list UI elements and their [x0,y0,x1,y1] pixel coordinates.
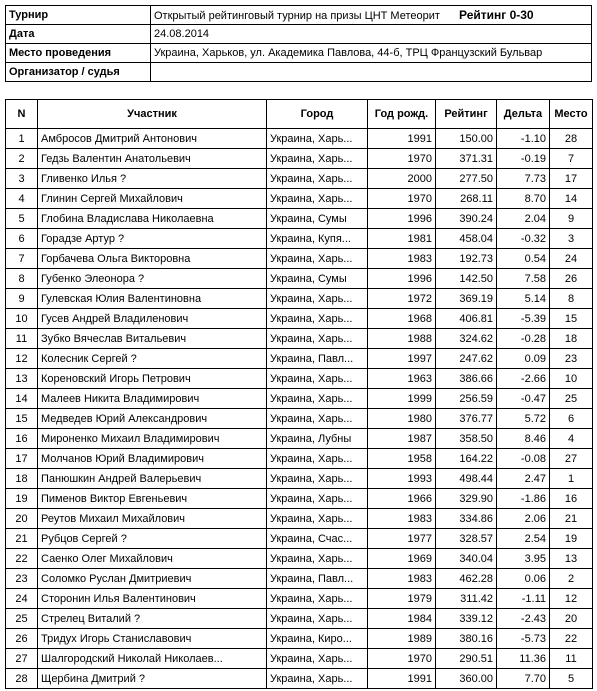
cell-city: Украина, Харь... [267,469,368,489]
cell-participant: Панюшкин Андрей Валерьевич [38,469,267,489]
cell-rating: 386.66 [436,369,497,389]
table-row [6,489,593,509]
tournament-value-cell [151,6,592,25]
cell-rating: 311.42 [436,589,497,609]
cell-place: 11 [550,649,593,669]
cell-number: 9 [6,289,38,309]
cell-city: Украина, Харь... [267,249,368,269]
header-participant: Участник [38,100,267,129]
cell-place: 14 [550,189,593,209]
table-row [6,649,593,669]
cell-participant: Реутов Михаил Михайлович [38,509,267,529]
cell-delta: 0.09 [497,349,550,369]
cell-delta: 2.06 [497,509,550,529]
cell-number: 5 [6,209,38,229]
cell-birth-year: 1980 [368,409,436,429]
header-city: Город [267,100,368,129]
table-row [6,449,593,469]
tournament-name: Открытый рейтинговый турнир на призы ЦНТ Метеорит [154,10,440,22]
cell-delta: 7.70 [497,669,550,689]
cell-rating: 324.62 [436,329,497,349]
cell-birth-year: 1977 [368,529,436,549]
cell-delta: 2.54 [497,529,550,549]
cell-city: Украина, Купя... [267,229,368,249]
table-row [6,569,593,589]
cell-participant: Гулевская Юлия Валентиновна [38,289,267,309]
cell-delta: 2.47 [497,469,550,489]
cell-participant: Мироненко Михаил Владимирович [38,429,267,449]
cell-place: 8 [550,289,593,309]
cell-delta: -5.39 [497,309,550,329]
table-row [6,169,593,189]
cell-participant: Глинин Сергей Михайлович [38,189,267,209]
cell-delta: -0.28 [497,329,550,349]
header-number: N [6,100,38,129]
cell-participant: Гливенко Илья ? [38,169,267,189]
cell-rating: 164.22 [436,449,497,469]
table-row [6,589,593,609]
cell-place: 4 [550,429,593,449]
table-row [6,429,593,449]
cell-place: 12 [550,589,593,609]
cell-city: Украина, Харь... [267,149,368,169]
results-header-row [6,100,593,129]
cell-delta: 0.06 [497,569,550,589]
cell-city: Украина, Харь... [267,549,368,569]
cell-place: 22 [550,629,593,649]
cell-birth-year: 1963 [368,369,436,389]
cell-birth-year: 1981 [368,229,436,249]
cell-place: 23 [550,349,593,369]
cell-number: 4 [6,189,38,209]
cell-delta: 8.70 [497,189,550,209]
cell-participant: Пименов Виктор Евгеньевич [38,489,267,509]
cell-place: 27 [550,449,593,469]
cell-participant: Щербина Дмитрий ? [38,669,267,689]
cell-rating: 390.24 [436,209,497,229]
table-row [6,669,593,689]
cell-rating: 369.19 [436,289,497,309]
cell-number: 18 [6,469,38,489]
table-row [6,609,593,629]
cell-delta: 0.54 [497,249,550,269]
cell-number: 7 [6,249,38,269]
cell-number: 17 [6,449,38,469]
cell-place: 24 [550,249,593,269]
info-row-venue [6,44,592,63]
cell-place: 3 [550,229,593,249]
cell-participant: Соломко Руслан Дмитриевич [38,569,267,589]
cell-place: 9 [550,209,593,229]
cell-number: 12 [6,349,38,369]
cell-city: Украина, Павл... [267,349,368,369]
cell-place: 13 [550,549,593,569]
cell-birth-year: 1958 [368,449,436,469]
cell-number: 6 [6,229,38,249]
cell-delta: 11.36 [497,649,550,669]
cell-delta: -2.66 [497,369,550,389]
cell-delta: -1.86 [497,489,550,509]
cell-birth-year: 1983 [368,569,436,589]
cell-birth-year: 1989 [368,629,436,649]
cell-birth-year: 1970 [368,649,436,669]
cell-rating: 277.50 [436,169,497,189]
cell-city: Украина, Сумы [267,209,368,229]
cell-place: 26 [550,269,593,289]
cell-city: Украина, Сумы [267,269,368,289]
cell-participant: Малеев Никита Владимирович [38,389,267,409]
organizer-value [151,63,592,82]
cell-city: Украина, Лубны [267,429,368,449]
cell-place: 28 [550,129,593,149]
cell-delta: -0.32 [497,229,550,249]
table-row [6,209,593,229]
cell-rating: 150.00 [436,129,497,149]
cell-rating: 458.04 [436,229,497,249]
cell-participant: Гусев Андрей Владиленович [38,309,267,329]
cell-rating: 371.31 [436,149,497,169]
cell-delta: 2.04 [497,209,550,229]
cell-delta: -5.73 [497,629,550,649]
cell-delta: 3.95 [497,549,550,569]
cell-number: 8 [6,269,38,289]
cell-city: Украина, Киро... [267,629,368,649]
cell-birth-year: 1979 [368,589,436,609]
cell-city: Украина, Харь... [267,309,368,329]
cell-city: Украина, Харь... [267,669,368,689]
cell-participant: Гедзь Валентин Анатольевич [38,149,267,169]
cell-delta: 5.14 [497,289,550,309]
table-row [6,149,593,169]
cell-rating: 328.57 [436,529,497,549]
date-label: Дата [6,25,151,44]
cell-number: 22 [6,549,38,569]
rating-range-label: Рейтинг 0-30 [458,8,534,22]
table-row [6,269,593,289]
cell-number: 16 [6,429,38,449]
cell-number: 15 [6,409,38,429]
cell-number: 21 [6,529,38,549]
cell-participant: Кореновский Игорь Петрович [38,369,267,389]
cell-city: Украина, Харь... [267,389,368,409]
table-row [6,409,593,429]
cell-rating: 268.11 [436,189,497,209]
cell-delta: -1.11 [497,589,550,609]
table-row [6,529,593,549]
cell-rating: 376.77 [436,409,497,429]
table-row [6,249,593,269]
cell-rating: 329.90 [436,489,497,509]
cell-rating: 498.44 [436,469,497,489]
table-row [6,289,593,309]
cell-place: 15 [550,309,593,329]
cell-city: Украина, Павл... [267,569,368,589]
header-rating: Рейтинг [436,100,497,129]
cell-place: 7 [550,149,593,169]
cell-city: Украина, Харь... [267,409,368,429]
cell-number: 24 [6,589,38,609]
cell-participant: Медведев Юрий Александрович [38,409,267,429]
cell-number: 14 [6,389,38,409]
cell-city: Украина, Харь... [267,609,368,629]
cell-number: 2 [6,149,38,169]
results-table [5,99,593,689]
cell-place: 10 [550,369,593,389]
cell-delta: -0.47 [497,389,550,409]
cell-delta: 7.58 [497,269,550,289]
cell-participant: Стрелец Виталий ? [38,609,267,629]
cell-city: Украина, Харь... [267,489,368,509]
cell-participant: Шалгородский Николай Николаев... [38,649,267,669]
cell-birth-year: 1972 [368,289,436,309]
cell-rating: 192.73 [436,249,497,269]
cell-rating: 462.28 [436,569,497,589]
cell-number: 10 [6,309,38,329]
cell-delta: -0.19 [497,149,550,169]
cell-birth-year: 1970 [368,189,436,209]
organizer-label: Организатор / судья [6,63,151,82]
info-row-tournament [6,6,592,25]
cell-birth-year: 1970 [368,149,436,169]
cell-birth-year: 1983 [368,249,436,269]
cell-number: 27 [6,649,38,669]
cell-delta: -0.08 [497,449,550,469]
cell-delta: -1.10 [497,129,550,149]
cell-city: Украина, Счас... [267,529,368,549]
cell-rating: 290.51 [436,649,497,669]
cell-participant: Горбачева Ольга Викторовна [38,249,267,269]
cell-participant: Глобина Владислава Николаевна [38,209,267,229]
venue-label: Место проведения [6,44,151,63]
cell-participant: Саенко Олег Михайлович [38,549,267,569]
cell-number: 13 [6,369,38,389]
cell-place: 16 [550,489,593,509]
table-row [6,369,593,389]
cell-city: Украина, Харь... [267,509,368,529]
cell-city: Украина, Харь... [267,169,368,189]
table-row [6,349,593,369]
cell-rating: 247.62 [436,349,497,369]
date-value: 24.08.2014 [151,25,592,44]
cell-birth-year: 1997 [368,349,436,369]
cell-city: Украина, Харь... [267,289,368,309]
table-row [6,229,593,249]
cell-participant: Рубцов Сергей ? [38,529,267,549]
cell-delta: 8.46 [497,429,550,449]
info-row-organizer [6,63,592,82]
cell-place: 25 [550,389,593,409]
cell-city: Украина, Харь... [267,649,368,669]
cell-birth-year: 1984 [368,609,436,629]
table-row [6,389,593,409]
cell-number: 3 [6,169,38,189]
table-row [6,549,593,569]
cell-participant: Амбросов Дмитрий Антонович [38,129,267,149]
cell-birth-year: 1991 [368,669,436,689]
cell-number: 23 [6,569,38,589]
info-row-date [6,25,592,44]
cell-number: 1 [6,129,38,149]
cell-number: 19 [6,489,38,509]
table-row [6,309,593,329]
table-row [6,129,593,149]
cell-birth-year: 1968 [368,309,436,329]
cell-participant: Зубко Вячеслав Витальевич [38,329,267,349]
cell-number: 25 [6,609,38,629]
cell-city: Украина, Харь... [267,589,368,609]
cell-place: 19 [550,529,593,549]
cell-number: 11 [6,329,38,349]
cell-participant: Губенко Элеонора ? [38,269,267,289]
cell-place: 20 [550,609,593,629]
cell-participant: Горадзе Артур ? [38,229,267,249]
cell-city: Украина, Харь... [267,369,368,389]
cell-number: 26 [6,629,38,649]
table-row [6,629,593,649]
cell-rating: 256.59 [436,389,497,409]
cell-place: 1 [550,469,593,489]
cell-place: 21 [550,509,593,529]
table-row [6,509,593,529]
cell-birth-year: 1966 [368,489,436,509]
venue-value: Украина, Харьков, ул. Академика Павлова, 44-б, ТРЦ Французский Бульвар [151,44,592,63]
cell-number: 20 [6,509,38,529]
cell-city: Украина, Харь... [267,449,368,469]
cell-rating: 334.86 [436,509,497,529]
cell-birth-year: 1969 [368,549,436,569]
cell-birth-year: 1991 [368,129,436,149]
cell-birth-year: 1996 [368,269,436,289]
cell-city: Украина, Харь... [267,129,368,149]
cell-number: 28 [6,669,38,689]
results-body [6,129,593,689]
cell-rating: 340.04 [436,549,497,569]
cell-birth-year: 1983 [368,509,436,529]
header-delta: Дельта [497,100,550,129]
cell-birth-year: 1996 [368,209,436,229]
header-birth-year: Год рожд. [368,100,436,129]
cell-birth-year: 1999 [368,389,436,409]
cell-place: 17 [550,169,593,189]
table-row [6,469,593,489]
cell-rating: 142.50 [436,269,497,289]
cell-birth-year: 1988 [368,329,436,349]
header-place: Место [550,100,593,129]
tournament-info-table [5,5,592,82]
cell-participant: Колесник Сергей ? [38,349,267,369]
cell-birth-year: 2000 [368,169,436,189]
cell-city: Украина, Харь... [267,329,368,349]
cell-participant: Сторонин Илья Валентинович [38,589,267,609]
cell-place: 6 [550,409,593,429]
tournament-label: Турнир [6,6,151,25]
cell-rating: 406.81 [436,309,497,329]
cell-rating: 360.00 [436,669,497,689]
cell-delta: 5.72 [497,409,550,429]
cell-rating: 339.12 [436,609,497,629]
cell-rating: 358.50 [436,429,497,449]
table-row [6,329,593,349]
cell-participant: Молчанов Юрий Владимирович [38,449,267,469]
cell-delta: 7.73 [497,169,550,189]
cell-delta: -2.43 [497,609,550,629]
cell-birth-year: 1993 [368,469,436,489]
cell-birth-year: 1987 [368,429,436,449]
cell-city: Украина, Харь... [267,189,368,209]
cell-place: 5 [550,669,593,689]
table-row [6,189,593,209]
cell-participant: Тридух Игорь Станиславович [38,629,267,649]
cell-place: 18 [550,329,593,349]
cell-rating: 380.16 [436,629,497,649]
cell-place: 2 [550,569,593,589]
